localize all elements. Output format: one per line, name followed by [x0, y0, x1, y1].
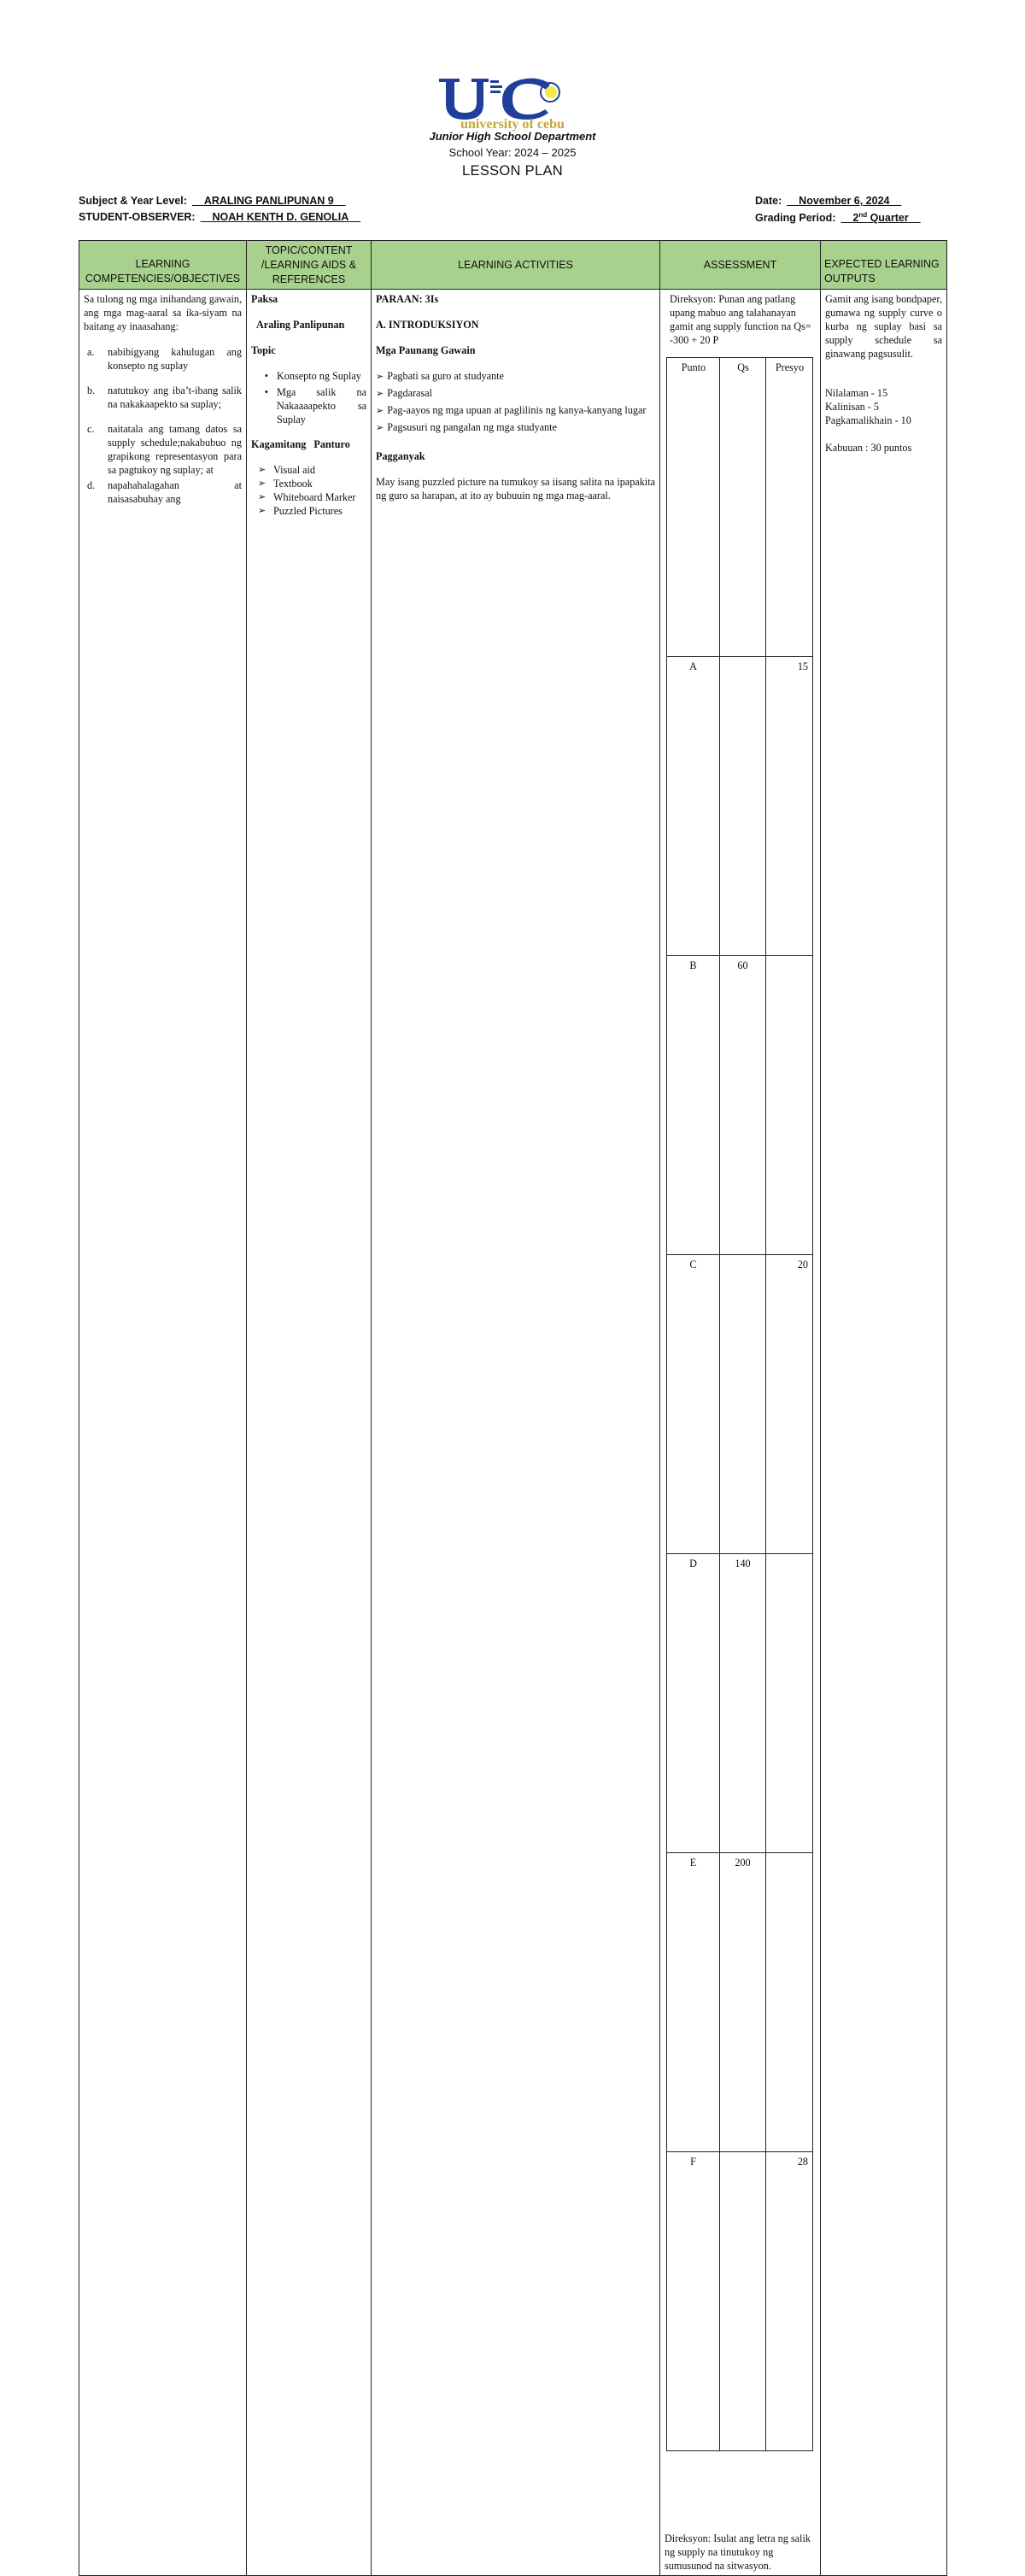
table-row: F 28: [667, 2152, 813, 2451]
topic-cell: [247, 290, 372, 2576]
list-item: a. nabibigyang kahulugan ang konsepto ng suplay: [87, 346, 242, 372]
topic-heading: Topic: [251, 344, 276, 356]
observer-label: STUDENT-OBSERVER:: [79, 211, 196, 223]
observer-field: [79, 211, 360, 223]
paunang-gawain-heading: Mga Paunang Gawain: [376, 344, 476, 356]
grading-period-field: [755, 211, 921, 224]
table-row: B 60: [667, 956, 813, 1255]
kagamitan-heading: Kagamitang Panturo: [251, 438, 350, 450]
school-year: School Year: 2024 – 2025: [448, 146, 577, 159]
criteria-item: Pagkamalikhain - 10: [825, 414, 911, 426]
col-header-topic: TOPIC/CONTENT /LEARNING AIDS & REFERENCES: [247, 241, 372, 290]
list-item: • Konsepto ng Suplay: [264, 370, 361, 382]
date-label: Date:: [755, 195, 782, 207]
list-item: ➢ Pagdarasal: [376, 387, 433, 399]
table-row: Punto Qs Presyo: [667, 358, 813, 657]
list-item: ➢ Pagbati sa guro at studyante: [376, 370, 504, 382]
university-of-cebu-logo: [420, 72, 605, 132]
subject-value: ARALING PANLIPUNAN 9: [203, 195, 334, 207]
assessment-direction-1: Direksyon: Punan ang patlang upang mabuo ang talahanayan gamit ang supply function na Qs= -300 + 20 P: [670, 293, 811, 346]
col-header-activities: LEARNING ACTIVITIES: [372, 241, 660, 290]
outputs-total: Kabuuan : 30 puntos: [825, 442, 912, 454]
col-header-assessment: ASSESSMENT: [660, 241, 821, 290]
list-item: ➢ Pag-aayos ng mga upuan at paglilinis ng kanya-kanyang lugar: [376, 404, 647, 416]
col-header-outputs: EXPECTED LEARNING OUTPUTS: [821, 241, 947, 290]
outputs-task: Gamit ang isang bondpaper, gumawa ng supply curve o kurba ng suplay basi sa supply schedule sa ginawang pagsusulit.: [825, 293, 942, 360]
col-header-competencies: LEARNING COMPETENCIES/OBJECTIVES: [79, 241, 247, 290]
table-row: E 200: [667, 1853, 813, 2152]
date-value: November 6, 2024: [799, 195, 890, 207]
paraan-heading: PARAAN: 3Is: [376, 293, 439, 305]
date-field: [755, 195, 901, 207]
assessment-cell: [660, 290, 821, 2576]
list-item: c. naitatala ang tamang datos sa supply schedule;nakabubuo ng grapikong representasyon para sa pagtukoy ng suplay; at: [87, 423, 242, 476]
list-item: ➢ Pagsusuri ng pangalan ng mga studyante: [376, 421, 557, 433]
pagganyak-text: May isang puzzled picture na tumukoy sa iisang salita na ipapakita ng guro sa harapan, at ito ay bubuuin ng mga mag-aaral.: [376, 476, 655, 502]
logo-wordmark: university of cebu: [460, 117, 565, 132]
paksa-value: Araling Panlipunan: [256, 319, 345, 331]
uc-letters: [439, 79, 559, 120]
observer-value: NOAH KENTH D. GENOLIA: [212, 211, 349, 223]
outputs-cell: [821, 290, 947, 2576]
table-header-row: [79, 241, 947, 290]
lesson-plan-table: [79, 240, 947, 2576]
grading-period-value: 2nd Quarter: [852, 211, 909, 225]
pagganyak-heading: Pagganyak: [376, 450, 425, 462]
list-item: • Mga salik na Nakaaaapekto sa Suplay: [264, 386, 366, 425]
list-item: ➢ Whiteboard Marker: [258, 491, 356, 503]
list-item: ➢ Textbook: [258, 478, 313, 490]
objectives-cell: [79, 290, 247, 2576]
list-item: b. natutukoy ang iba’t-ibang salik na nakakaapekto sa suplay;: [87, 384, 242, 410]
assessment-direction-2: Direksyon: Isulat ang letra ng salik ng supply na tinutukoy ng sumusunod na sitwasyon.: [665, 2532, 811, 2572]
criteria-item: Nilalaman - 15: [825, 387, 888, 399]
grading-period-label: Grading Period:: [755, 212, 836, 225]
paksa-heading: Paksa: [251, 293, 278, 305]
list-item: d. napahahalagahan at naisasabuhay ang: [87, 479, 242, 505]
objectives-list: [84, 345, 242, 506]
table-body-row: [79, 290, 947, 2576]
criteria-item: Kalinisan - 5: [825, 401, 879, 413]
supply-schedule-table: [666, 357, 813, 2451]
department-heading: Junior High School Department: [429, 130, 596, 143]
subject-label: Subject & Year Level:: [79, 195, 187, 207]
table-row: A 15: [667, 657, 813, 956]
activities-cell: [372, 290, 660, 2576]
table-row: C 20: [667, 1255, 813, 1554]
list-item: ➢ Visual aid: [258, 464, 316, 476]
subject-field: [79, 195, 346, 207]
table-row: D 140: [667, 1554, 813, 1853]
page-title: LESSON PLAN: [462, 163, 563, 179]
objectives-intro: Sa tulong ng mga inihandang gawain, ang mga mag-aaral sa ika-siyam na baitang ay inaasahang:: [84, 293, 242, 332]
introduksiyon-heading: A. INTRODUKSIYON: [376, 319, 479, 331]
list-item: ➢ Puzzled Pictures: [258, 505, 343, 517]
